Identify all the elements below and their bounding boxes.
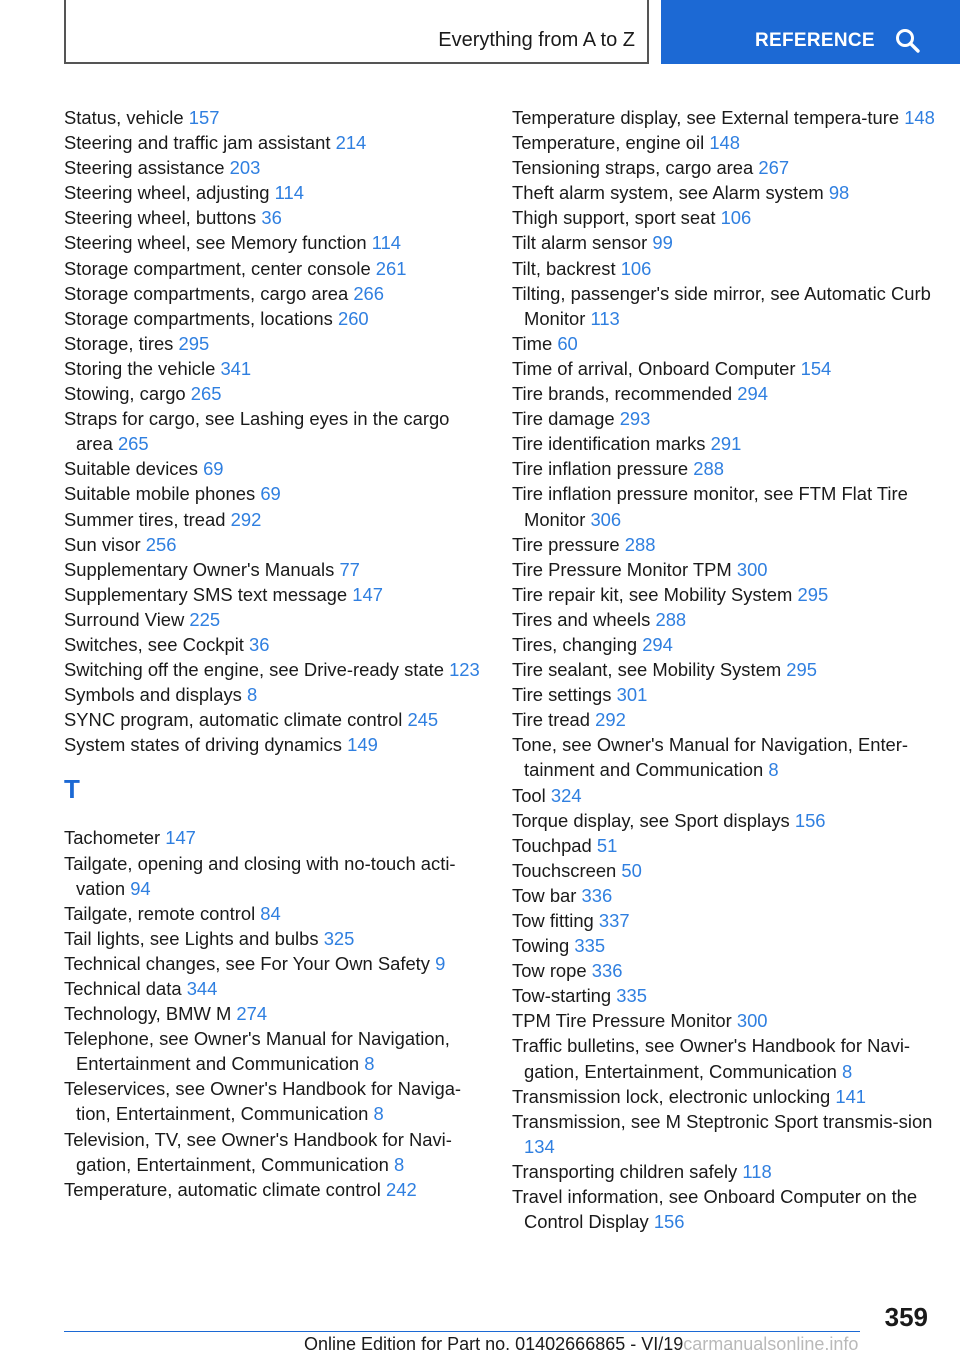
page-reference-link[interactable]: 84 bbox=[260, 902, 281, 924]
page-reference-link[interactable]: 336 bbox=[591, 960, 623, 982]
index-entry-text: Tow-starting bbox=[512, 985, 612, 1007]
header-section-tab bbox=[64, 0, 649, 64]
index-entry bbox=[512, 532, 937, 557]
index-entry bbox=[512, 381, 937, 406]
index-entry bbox=[512, 582, 937, 607]
reference-label: REFERENCE bbox=[755, 30, 875, 51]
index-entry bbox=[512, 783, 937, 808]
page-reference-link[interactable]: 51 bbox=[596, 834, 618, 856]
page-reference-link[interactable]: 265 bbox=[190, 383, 222, 405]
page-reference-link[interactable]: 292 bbox=[230, 508, 262, 530]
index-entry-text: Television, TV, see Owner's Handbook for Navi-gation, Entertainment, Communication bbox=[64, 1128, 452, 1175]
index-entry-text: Surround View bbox=[64, 608, 185, 630]
index-entry-text: Switches, see Cockpit bbox=[64, 633, 244, 655]
footer-watermark: carmanualsonline.info bbox=[683, 1334, 859, 1354]
index-entry-text: Traffic bulletins, see Owner's Handbook for Navi-gation, Entertainment, Communication bbox=[512, 1035, 911, 1082]
index-entry-text: Suitable devices bbox=[64, 458, 198, 480]
page-reference-link[interactable]: 8 bbox=[247, 684, 258, 706]
reference-tab[interactable] bbox=[661, 0, 960, 64]
page-reference-link[interactable]: 266 bbox=[353, 282, 384, 304]
index-entry-text: Storage compartments, cargo area bbox=[64, 282, 349, 304]
index-entry-text: Tires, changing bbox=[512, 633, 638, 655]
index-entry-text: Tire sealant, see Mobility System bbox=[512, 659, 782, 681]
index-entry-text: Towing bbox=[512, 935, 570, 957]
page-reference-link[interactable]: 147 bbox=[352, 583, 383, 605]
index-entry-text: Tachometer bbox=[64, 827, 161, 849]
page-reference-link[interactable]: 8 bbox=[841, 1060, 853, 1082]
page-reference-link[interactable]: 291 bbox=[710, 433, 742, 455]
footer-text: Online Edition for Part no. 01402666865 - VI/19 bbox=[304, 1334, 684, 1354]
index-entry-text: Telephone, see Owner's Manual for Navigation, Entertainment and Communication bbox=[64, 1028, 450, 1075]
page-reference-link[interactable]: 294 bbox=[737, 383, 768, 405]
page-reference-link[interactable]: 261 bbox=[375, 257, 407, 279]
page-reference-link[interactable]: 293 bbox=[619, 408, 651, 430]
page-reference-link[interactable]: 295 bbox=[786, 659, 817, 681]
index-entry bbox=[512, 356, 937, 381]
index-entry-text: Technical changes, see For Your Own Safety bbox=[64, 952, 430, 974]
index-entry bbox=[64, 105, 484, 130]
index-entry bbox=[512, 933, 937, 958]
header-title: Everything from A to Z bbox=[438, 29, 635, 51]
page-reference-link[interactable]: 335 bbox=[616, 985, 647, 1007]
index-entry-text: Storage, tires bbox=[64, 332, 174, 354]
index-entry bbox=[64, 1177, 484, 1202]
index-entry bbox=[512, 983, 937, 1008]
page-reference-link[interactable]: 288 bbox=[655, 608, 687, 630]
page-reference-link[interactable]: 256 bbox=[145, 533, 177, 555]
index-entry bbox=[64, 456, 484, 481]
index-entry-text: Suitable mobile phones bbox=[64, 483, 256, 505]
page-reference-link[interactable]: 154 bbox=[800, 357, 832, 379]
index-entry bbox=[512, 732, 937, 782]
index-entry bbox=[512, 833, 937, 858]
index-entry-text: Tow rope bbox=[512, 960, 587, 982]
index-entry bbox=[512, 657, 937, 682]
index-entry-text: Supplementary SMS text message bbox=[64, 583, 348, 605]
page-reference-link[interactable]: 295 bbox=[178, 332, 210, 354]
page-reference-link[interactable]: 245 bbox=[407, 709, 439, 731]
index-column-left bbox=[64, 105, 484, 1202]
index-entry bbox=[512, 1008, 937, 1033]
index-entry bbox=[512, 481, 937, 531]
index-entry bbox=[64, 951, 484, 976]
index-entry-text: Stowing, cargo bbox=[64, 383, 186, 405]
index-entry bbox=[64, 532, 484, 557]
index-entry bbox=[512, 1184, 937, 1234]
index-entry bbox=[64, 406, 484, 456]
page-reference-link[interactable]: 148 bbox=[709, 132, 741, 154]
page-reference-link[interactable]: 147 bbox=[165, 827, 196, 849]
index-entry-text: Tire Pressure Monitor TPM bbox=[512, 558, 732, 580]
page-reference-link[interactable]: 306 bbox=[590, 508, 622, 530]
page-reference-link[interactable]: 99 bbox=[652, 232, 673, 254]
index-entry-text: Transporting children safely bbox=[512, 1160, 738, 1182]
page-reference-link[interactable]: 335 bbox=[574, 935, 606, 957]
index-entry bbox=[512, 707, 937, 732]
index-entry bbox=[512, 682, 937, 707]
index-entry bbox=[512, 1033, 937, 1083]
index-entry bbox=[64, 306, 484, 331]
index-entry bbox=[64, 851, 484, 901]
index-entry-text: Tire identification marks bbox=[512, 433, 706, 455]
index-entry-text: Steering assistance bbox=[64, 157, 225, 179]
index-entry-text: Steering wheel, see Memory function bbox=[64, 232, 367, 254]
index-entry-text: Tow fitting bbox=[512, 910, 594, 931]
index-entry bbox=[64, 732, 484, 757]
index-entry bbox=[512, 607, 937, 632]
index-entry-text: Travel information, see Onboard Computer on the Control Display bbox=[512, 1186, 918, 1233]
page-reference-link[interactable]: 123 bbox=[449, 659, 480, 681]
index-entry bbox=[64, 130, 484, 155]
page-reference-link[interactable]: 118 bbox=[742, 1160, 772, 1182]
page-reference-link[interactable]: 214 bbox=[335, 132, 367, 154]
index-entry-text: Temperature, automatic climate control bbox=[64, 1178, 381, 1200]
index-entry bbox=[512, 908, 937, 933]
index-entry bbox=[64, 926, 484, 951]
footer bbox=[304, 1334, 858, 1355]
index-entry bbox=[64, 1001, 484, 1026]
index-entry-text: Storage compartment, center console bbox=[64, 257, 371, 279]
index-entry-text: Tire inflation pressure monitor, see FTM Flat Tire Monitor bbox=[512, 483, 908, 530]
index-entry-text: Tire pressure bbox=[512, 533, 620, 555]
index-entry-text: Teleservices, see Owner's Handbook for Naviga-tion, Entertainment, Communication bbox=[64, 1078, 462, 1125]
page-reference-link[interactable]: 8 bbox=[364, 1053, 375, 1075]
index-entry-text: Tires and wheels bbox=[512, 608, 651, 630]
index-column-right bbox=[512, 105, 937, 1234]
page-reference-link[interactable]: 94 bbox=[130, 877, 151, 899]
page-reference-link[interactable]: 324 bbox=[550, 784, 582, 806]
index-entry bbox=[64, 682, 484, 707]
index-entry bbox=[512, 180, 937, 205]
index-entry-text: Tilt alarm sensor bbox=[512, 232, 648, 254]
search-icon[interactable] bbox=[895, 28, 921, 54]
index-entry-text: Tool bbox=[512, 784, 546, 806]
index-entry-text: TPM Tire Pressure Monitor bbox=[512, 1010, 732, 1032]
page-reference-link[interactable]: 114 bbox=[274, 182, 304, 204]
index-entry-text: Torque display, see Sport displays bbox=[512, 809, 790, 831]
page-reference-link[interactable]: 294 bbox=[642, 633, 673, 655]
index-entry bbox=[64, 901, 484, 926]
index-entry-text: Straps for cargo, see Lashing eyes in the cargo area bbox=[64, 408, 450, 455]
index-entry-text: Temperature, engine oil bbox=[512, 132, 705, 154]
index-entry bbox=[64, 481, 484, 506]
index-entry bbox=[512, 1109, 937, 1159]
page-reference-link[interactable]: 156 bbox=[653, 1211, 685, 1233]
index-entry bbox=[512, 632, 937, 657]
page-reference-link[interactable]: 8 bbox=[373, 1103, 384, 1125]
index-entry bbox=[64, 1127, 484, 1177]
index-entry bbox=[64, 180, 484, 205]
page-reference-link[interactable]: 69 bbox=[203, 458, 224, 480]
index-entry bbox=[64, 155, 484, 180]
index-entry-text: Steering and traffic jam assistant bbox=[64, 132, 331, 154]
index-entry bbox=[512, 431, 937, 456]
page-reference-link[interactable]: 141 bbox=[835, 1085, 867, 1107]
index-entry-text: Tire settings bbox=[512, 684, 612, 706]
index-entry bbox=[512, 230, 937, 255]
footer-divider bbox=[64, 1331, 860, 1332]
index-entry bbox=[512, 1159, 937, 1184]
index-entry-text: Supplementary Owner's Manuals bbox=[64, 558, 335, 580]
index-entry bbox=[512, 281, 937, 331]
index-entry-text: Storage compartments, locations bbox=[64, 307, 333, 329]
index-entry bbox=[64, 256, 484, 281]
page-reference-link[interactable]: 337 bbox=[598, 910, 630, 931]
index-entry bbox=[64, 582, 484, 607]
index-entry bbox=[64, 825, 484, 850]
page-reference-link[interactable]: 113 bbox=[590, 307, 620, 329]
page-reference-link[interactable]: 60 bbox=[557, 332, 578, 354]
index-entry bbox=[512, 205, 937, 230]
index-entry-text: Tire tread bbox=[512, 709, 591, 731]
page-reference-link[interactable]: 341 bbox=[220, 357, 252, 379]
index-entry bbox=[512, 883, 937, 908]
page-reference-link[interactable]: 157 bbox=[188, 107, 220, 128]
page-reference-link[interactable]: 8 bbox=[768, 759, 779, 781]
index-letter-heading: T bbox=[64, 774, 80, 805]
index-entry bbox=[512, 456, 937, 481]
index-entry bbox=[64, 281, 484, 306]
page-reference-link[interactable]: 36 bbox=[261, 207, 282, 229]
index-entry bbox=[512, 808, 937, 833]
page-reference-link[interactable]: 260 bbox=[337, 307, 369, 329]
index-entry-text: Tire repair kit, see Mobility System bbox=[512, 583, 793, 605]
index-entry-text: Tone, see Owner's Manual for Navigation, Enter-tainment and Communication bbox=[512, 734, 909, 781]
index-entry-text: Tilting, passenger's side mirror, see Automatic Curb Monitor bbox=[512, 282, 931, 329]
index-entry-text: Temperature display, see External tempera-ture bbox=[512, 107, 900, 128]
page-reference-link[interactable]: 134 bbox=[524, 1135, 555, 1157]
index-entry bbox=[64, 976, 484, 1001]
index-entry bbox=[64, 557, 484, 582]
page-reference-link[interactable]: 98 bbox=[828, 182, 850, 204]
index-entry bbox=[64, 331, 484, 356]
page-reference-link[interactable]: 149 bbox=[347, 734, 378, 756]
index-entry-text: Technical data bbox=[64, 978, 182, 999]
index-entry bbox=[64, 657, 484, 682]
page-reference-link[interactable]: 148 bbox=[904, 107, 935, 128]
index-entry-text: Tire inflation pressure bbox=[512, 458, 689, 480]
page-reference-link[interactable]: 156 bbox=[794, 809, 826, 831]
index-entry-text: Tilt, backrest bbox=[512, 257, 616, 279]
page-reference-link[interactable]: 301 bbox=[616, 684, 648, 706]
page-reference-link[interactable]: 106 bbox=[720, 207, 752, 229]
index-entry-text: Tire brands, recommended bbox=[512, 383, 733, 405]
index-entry bbox=[64, 507, 484, 532]
index-entry bbox=[512, 958, 937, 983]
index-entry-text: Tensioning straps, cargo area bbox=[512, 157, 754, 179]
page-reference-link[interactable]: 295 bbox=[797, 583, 829, 605]
index-entry bbox=[64, 230, 484, 255]
page-reference-link[interactable]: 267 bbox=[758, 157, 790, 179]
index-entry-text: Summer tires, tread bbox=[64, 508, 226, 530]
index-entry bbox=[512, 105, 937, 130]
page-reference-link[interactable]: 69 bbox=[260, 483, 281, 505]
index-entry-text: Sun visor bbox=[64, 533, 141, 555]
page-reference-link[interactable]: 242 bbox=[386, 1178, 417, 1200]
index-entry-text: Tow bar bbox=[512, 884, 577, 906]
page-reference-link[interactable]: 265 bbox=[117, 433, 149, 455]
index-entry-text: Tailgate, remote control bbox=[64, 902, 256, 924]
index-entry-text: Status, vehicle bbox=[64, 107, 184, 128]
index-entry-text: SYNC program, automatic climate control bbox=[64, 709, 403, 731]
index-entry-text: Transmission lock, electronic unlocking bbox=[512, 1085, 831, 1107]
page-reference-link[interactable]: 288 bbox=[693, 458, 724, 480]
index-entry-text: Tire damage bbox=[512, 408, 615, 430]
page-reference-link[interactable]: 325 bbox=[323, 927, 355, 949]
index-entry bbox=[512, 331, 937, 356]
index-entry bbox=[512, 256, 937, 281]
index-entry bbox=[64, 707, 484, 732]
index-entry-text: Time of arrival, Onboard Computer bbox=[512, 357, 796, 379]
page-reference-link[interactable]: 225 bbox=[189, 608, 221, 630]
page-reference-link[interactable]: 292 bbox=[595, 709, 626, 731]
page-reference-link[interactable]: 36 bbox=[249, 633, 270, 655]
index-entry-text: System states of driving dynamics bbox=[64, 734, 343, 756]
page-reference-link[interactable]: 274 bbox=[236, 1003, 268, 1025]
page-reference-link[interactable]: 288 bbox=[624, 533, 656, 555]
index-entry bbox=[64, 205, 484, 230]
page-number: 359 bbox=[884, 1302, 928, 1332]
page-reference-link[interactable]: 300 bbox=[736, 1010, 768, 1032]
page-reference-link[interactable]: 106 bbox=[620, 257, 652, 279]
index-entry bbox=[512, 406, 937, 431]
index-entry bbox=[512, 130, 937, 155]
index-entry-text: Technology, BMW M bbox=[64, 1003, 232, 1025]
index-entry-text: Tail lights, see Lights and bulbs bbox=[64, 927, 319, 949]
index-entry-text: Touchpad bbox=[512, 834, 592, 856]
index-entry-text: Tailgate, opening and closing with no-touch acti-vation bbox=[64, 852, 456, 899]
index-entry-text: Switching off the engine, see Drive-ready state bbox=[64, 659, 444, 681]
page-reference-link[interactable]: 8 bbox=[393, 1153, 405, 1175]
index-entry bbox=[64, 1026, 484, 1076]
page-reference-link[interactable]: 9 bbox=[435, 952, 446, 974]
page-reference-link[interactable]: 203 bbox=[229, 157, 261, 179]
index-entry bbox=[64, 381, 484, 406]
index-entry-text: Transmission, see M Steptronic Sport transmis-sion bbox=[512, 1110, 933, 1132]
index-entry bbox=[64, 632, 484, 657]
index-entry bbox=[512, 155, 937, 180]
index-entry bbox=[64, 607, 484, 632]
page-reference-link[interactable]: 50 bbox=[621, 859, 642, 881]
page-reference-link[interactable]: 114 bbox=[371, 232, 402, 254]
index-entry-text: Thigh support, sport seat bbox=[512, 207, 716, 229]
page-reference-link[interactable]: 300 bbox=[736, 558, 768, 580]
index-entry-text: Steering wheel, adjusting bbox=[64, 182, 270, 204]
index-entry-text: Time bbox=[512, 332, 553, 354]
index-entry bbox=[512, 1084, 937, 1109]
index-entry bbox=[64, 356, 484, 381]
index-entry-text: Storing the vehicle bbox=[64, 357, 216, 379]
index-entry bbox=[512, 557, 937, 582]
page-reference-link[interactable]: 77 bbox=[339, 558, 360, 580]
index-entry-text: Theft alarm system, see Alarm system bbox=[512, 182, 824, 204]
index-entry-text: Symbols and displays bbox=[64, 684, 242, 706]
page-reference-link[interactable]: 344 bbox=[186, 978, 218, 999]
index-entry bbox=[64, 1076, 484, 1126]
page-reference-link[interactable]: 336 bbox=[581, 884, 613, 906]
index-entry bbox=[512, 858, 937, 883]
index-entry-text: Touchscreen bbox=[512, 859, 617, 881]
index-entry-text: Steering wheel, buttons bbox=[64, 207, 257, 229]
